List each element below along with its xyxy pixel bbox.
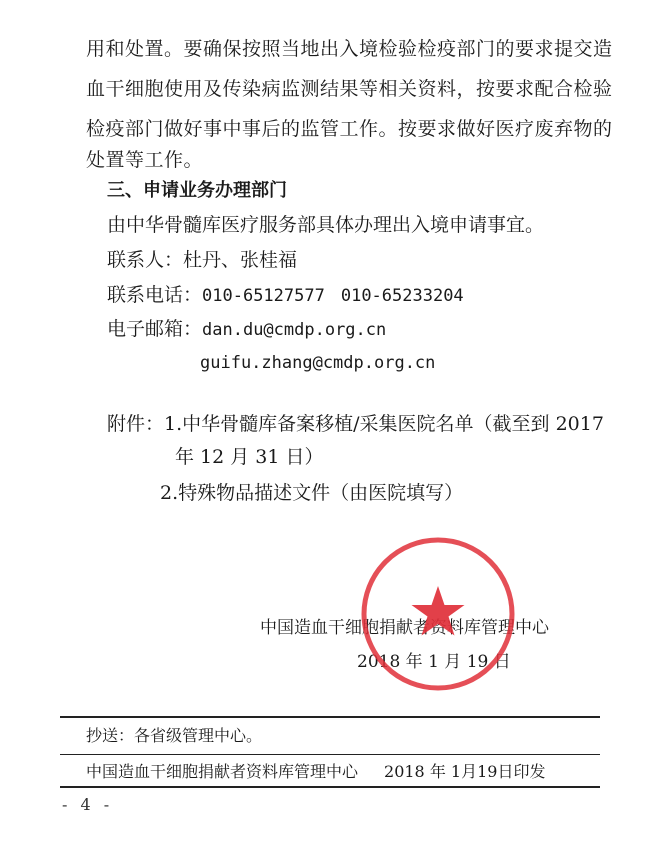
email-row xyxy=(107,318,386,341)
attachment-item-2: 2.特殊物品描述文件（由医院填写） xyxy=(160,482,464,504)
attachment-row-1 xyxy=(107,413,604,435)
attachment-label: 附件： xyxy=(107,413,165,435)
phone-row xyxy=(107,284,464,307)
seal-star-icon xyxy=(412,586,465,636)
attachment-item-1: 1.中华骨髓库备案移植/采集医院名单（截至到 2017 xyxy=(164,413,604,435)
attachment-item-1-continued: 年 12 月 31 日） xyxy=(175,446,324,468)
phone-label: 联系电话： xyxy=(107,284,203,306)
footer-top-rule xyxy=(60,716,600,718)
paragraph-line-3: 检疫部门做好事中事后的监管工作。按要求做好医疗废弃物的 xyxy=(86,118,613,140)
issue-date: 2018 年 1月19日印发 xyxy=(384,762,546,781)
email-label: 电子邮箱： xyxy=(107,318,203,340)
email-address-2: guifu.zhang@cmdp.org.cn xyxy=(200,353,436,373)
page-number: - 4 - xyxy=(62,795,114,814)
official-seal xyxy=(358,534,518,694)
footer-bottom-rule xyxy=(60,786,600,788)
phone-number-1: 010-65127577 xyxy=(202,286,325,306)
contact-names: 杜丹、张桂福 xyxy=(183,249,298,271)
issuer-name: 中国造血干细胞捐献者资料库管理中心 xyxy=(86,762,359,781)
contact-label: 联系人： xyxy=(107,249,184,271)
phone-number-2: 010-65233204 xyxy=(340,286,464,306)
section-heading: 三、申请业务办理部门 xyxy=(107,180,287,201)
signature-org: 中国造血干细胞捐献者资料库管理中心 xyxy=(260,618,549,638)
signature-date: 2018 年 1 月 19 日 xyxy=(357,652,511,672)
paragraph-line-1: 用和处置。要确保按照当地出入境检验检疫部门的要求提交造 xyxy=(86,38,613,60)
cc-label: 抄送： xyxy=(86,726,135,745)
paragraph-line-4: 处置等工作。 xyxy=(86,149,204,171)
paragraph-line-2: 血干细胞使用及传染病监测结果等相关资料，按要求配合检验 xyxy=(86,78,613,100)
footer-middle-rule xyxy=(60,754,600,755)
cc-row xyxy=(86,726,262,746)
contact-row xyxy=(107,249,297,271)
section-intro: 由中华骨髓库医疗服务部具体办理出入境申请事宜。 xyxy=(107,214,545,236)
cc-value: 各省级管理中心。 xyxy=(134,726,263,745)
issue-row xyxy=(86,762,545,782)
email-address-1: dan.du@cmdp.org.cn xyxy=(202,320,387,340)
